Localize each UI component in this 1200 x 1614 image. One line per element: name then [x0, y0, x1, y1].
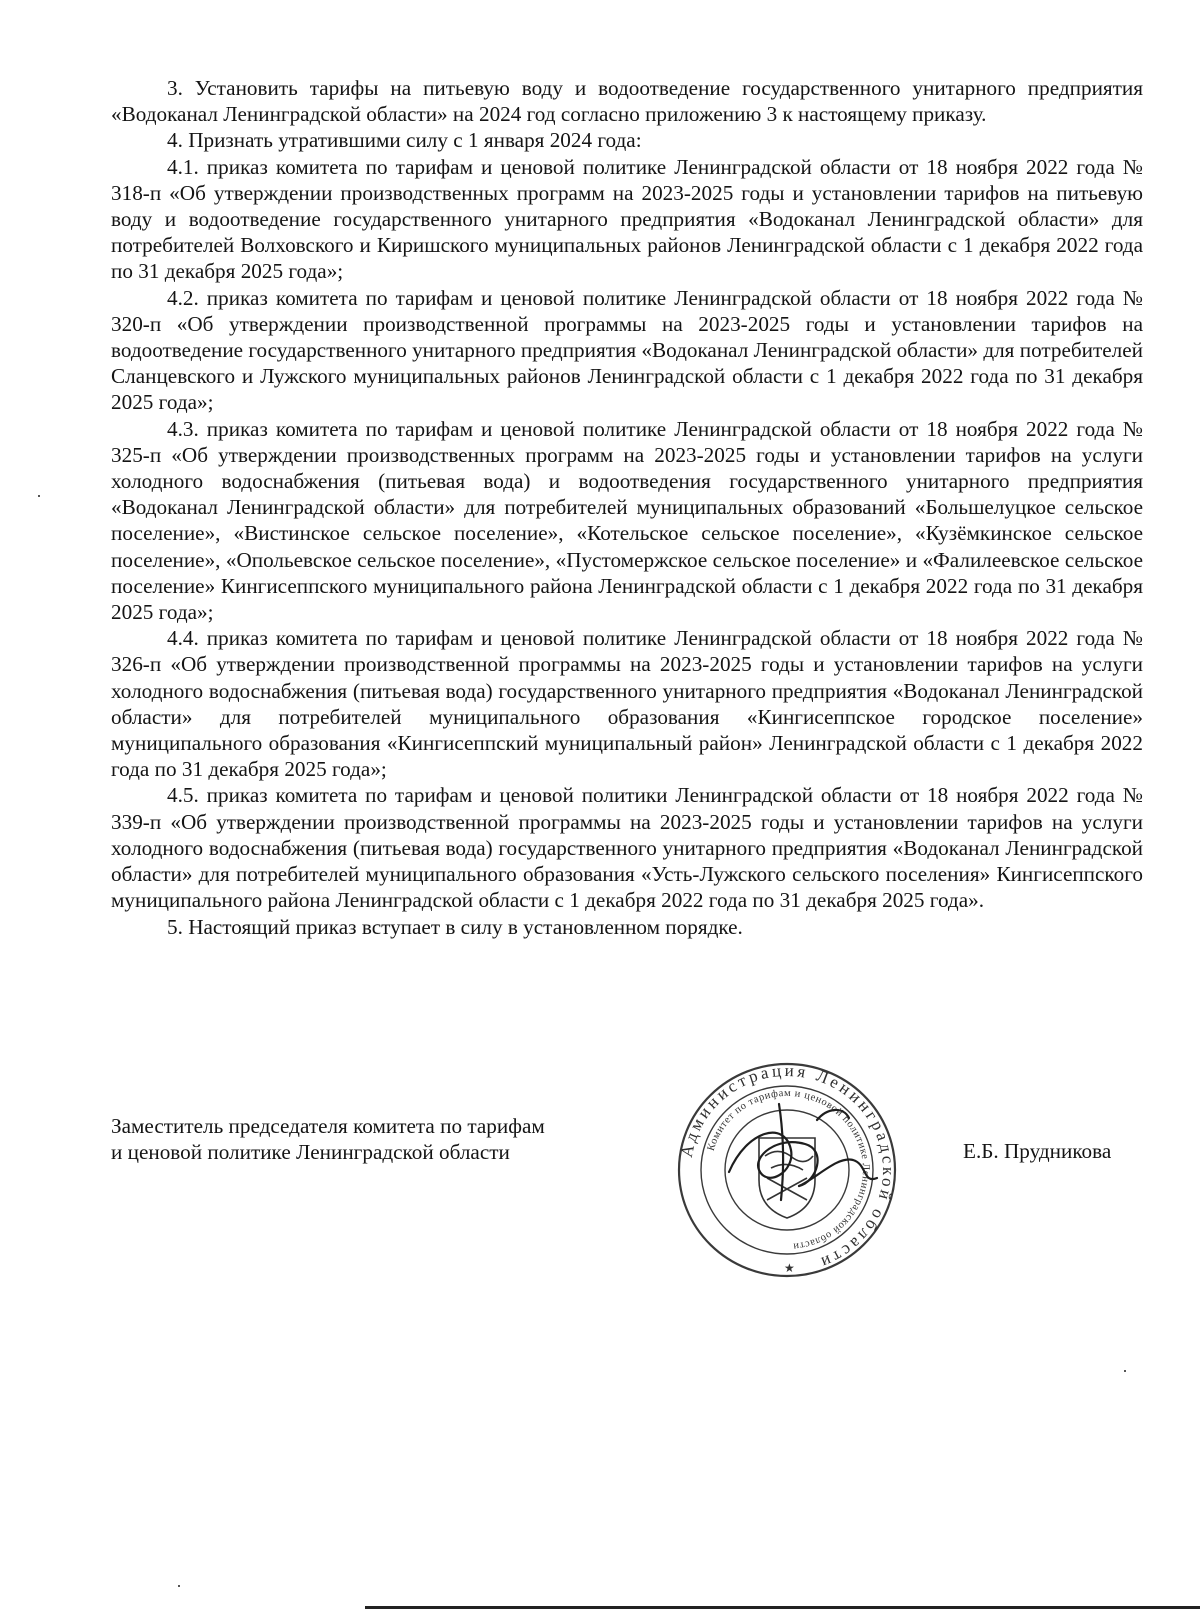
document-body — [111, 75, 1143, 940]
signatory-name: Е.Б. Прудникова — [963, 1139, 1112, 1163]
paragraph-4-2: 4.2. приказ комитета по тарифам и ценовой политике Ленинградской области от 18 ноября 2022 года № 320-п «Об утверждении производственной программы на 2023-2025 годы и установлении тарифов на водоотведение государственного унитарного предприятия «Водоканал Ленинградской области» для потребителей Сланцевского и Лужского муниципальных районов Ленинградской области с 1 декабря 2022 года по 31 декабря 2025 года»; — [111, 285, 1143, 415]
signatory-position — [111, 1113, 631, 1165]
paragraph-4-4: 4.4. приказ комитета по тарифам и ценовой политике Ленинградской области от 18 ноября 2022 года № 326-п «Об утверждении производственной программы на 2023-2025 годы и установлении тарифов на услуги холодного водоснабжения (питьевая вода) государственного унитарного предприятия «Водоканал Ленинградской области» для потребителей муниципального образования «Кингисеппское городское поселение» муниципального образования «Кингисеппский муниципальный район» Ленинградской области с 1 декабря 2022 года по 31 декабря 2025 года»; — [111, 626, 1143, 782]
paragraph-4: 4. Признать утратившими силу с 1 января 2024 года: — [167, 128, 642, 153]
seal-outer-text: Администрация Ленинградской области — [676, 1060, 899, 1274]
scan-edge-line — [365, 1606, 1200, 1609]
signatory-position-line-1: Заместитель председателя комитета по тарифам — [111, 1114, 545, 1138]
scan-speck — [38, 495, 40, 497]
paragraph-4-1: 4.1. приказ комитета по тарифам и ценовой политике Ленинградской области от 18 ноября 2022 года № 318-п «Об утверждении производственных программ на 2023-2025 годы и установлении тарифов на питьевую воду и водоотведение государственного унитарного предприятия «Водоканал Ленинградской области» для потребителей Волховского и Киришского муниципальных районов Ленинградской области с 1 декабря 2022 года по 31 декабря 2025 года»; — [111, 154, 1143, 284]
paragraph-4-5: 4.5. приказ комитета по тарифам и ценовой политики Ленинградской области от 18 ноября 2022 года № 339-п «Об утверждении производственной программы на 2023-2025 годы и установлении тарифов на услуги холодного водоснабжения (питьевая вода) государственного унитарного предприятия «Водоканал Ленинградской области» для потребителей муниципального образования «Усть-Лужского сельского поселения» Кингисеппского муниципального района Ленинградской области с 1 декабря 2022 года по 31 декабря 2025 года». — [111, 783, 1143, 913]
official-seal-stamp — [667, 1060, 907, 1280]
scan-speck — [178, 1585, 180, 1587]
signatory-position-line-2: и ценовой политике Ленинградской области — [111, 1140, 510, 1164]
paragraph-3: 3. Установить тарифы на питьевую воду и водоотведение государственного унитарного предприятия «Водоканал Ленинградской области» на 2024 год согласно приложению 3 к настоящему приказу. — [111, 76, 1143, 127]
scan-speck — [1124, 1370, 1126, 1372]
seal-star-icon: ★ — [784, 1261, 795, 1275]
paragraph-5: 5. Настоящий приказ вступает в силу в установленном порядке. — [167, 914, 743, 939]
paragraph-4-3: 4.3. приказ комитета по тарифам и ценовой политике Ленинградской области от 18 ноября 2022 года № 325-п «Об утверждении производственных программ на 2023-2025 годы и установлении тарифов на услуги холодного водоснабжения (питьевая вода) и водоотведения государственного унитарного предприятия «Водоканал Ленинградской области» для потребителей муниципальных образований «Большелуцкое сельское поселение», «Вистинское сельское поселение», «Котельское сельское поселение», «Кузёмкинское сельское поселение», «Опольевское сельское поселение», «Пустомержское сельское поселение» и «Фалилеевское сельское поселение» Кингисеппского муниципального района Ленинградской области с 1 декабря 2022 года по 31 декабря 2025 года»; — [111, 416, 1143, 625]
seal-inner-text: Комитет по тарифам и ценовой политике Ленинградской области — [705, 1087, 872, 1252]
